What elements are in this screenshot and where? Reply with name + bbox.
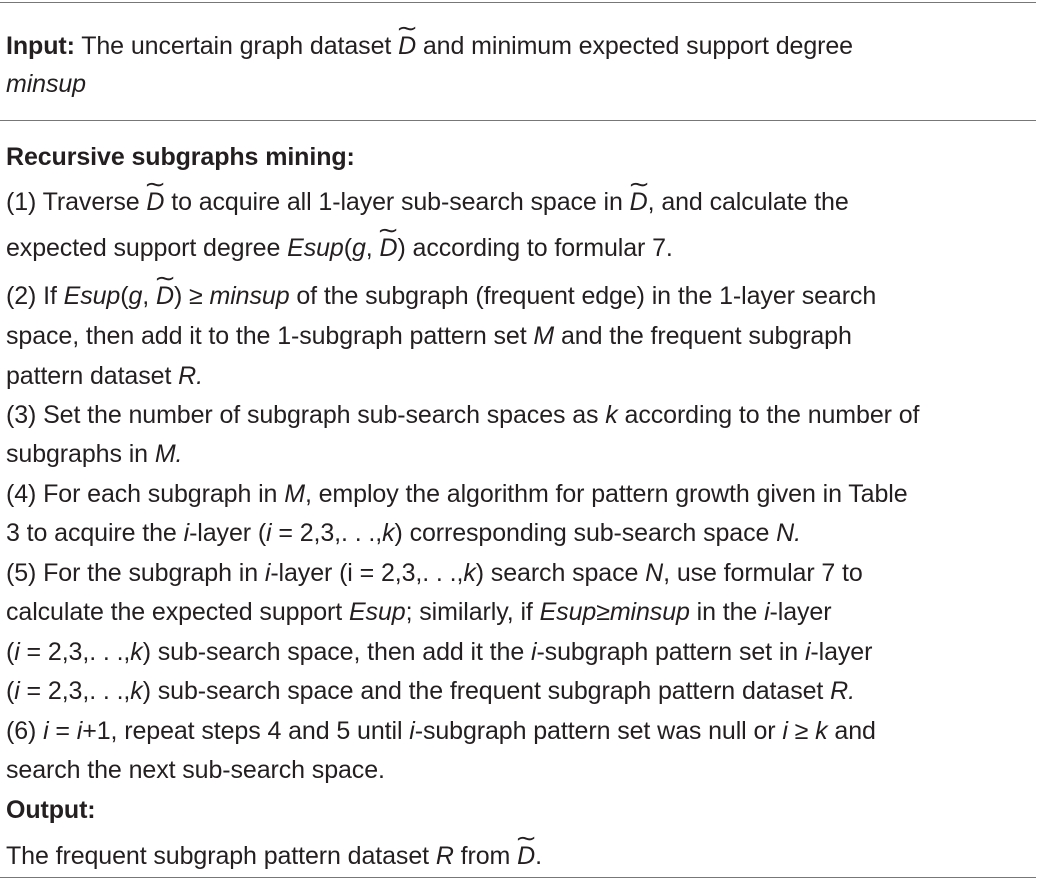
text-fragment: i	[764, 598, 770, 626]
step-line	[6, 403, 919, 428]
step-line	[6, 364, 203, 389]
text-fragment: i	[782, 717, 788, 745]
step-line	[6, 190, 849, 215]
text-fragment: according to the number of	[617, 401, 920, 429]
text-fragment: Esup	[287, 234, 344, 262]
text-fragment: M	[284, 480, 305, 508]
text-fragment: -layer (	[189, 519, 267, 547]
text-fragment: of the subgraph (frequent edge) in the 1-layer search	[289, 282, 877, 310]
text-fragment: , and calculate the	[647, 188, 849, 216]
input-label: Input:	[6, 32, 75, 60]
text-fragment: =	[48, 717, 77, 745]
step-line	[6, 236, 673, 261]
text-fragment: Esup	[348, 598, 406, 626]
text-fragment: k	[130, 677, 143, 705]
text-fragment: i	[264, 559, 271, 587]
text-fragment: (1) Traverse	[6, 188, 147, 216]
text-fragment: i	[266, 519, 272, 547]
mining-heading-text: Recursive subgraphs mining:	[6, 143, 355, 171]
step-line	[6, 679, 855, 704]
text-fragment: -subgraph pattern set was null or	[414, 717, 783, 745]
text-fragment: , use formular 7 to	[663, 559, 863, 587]
text-fragment: and the frequent subgraph	[554, 322, 852, 350]
text-fragment: ≥	[787, 717, 816, 745]
text-fragment: (6)	[6, 717, 44, 745]
output-label: Output:	[6, 796, 96, 824]
dataset-symbol: ∼ D	[398, 34, 416, 59]
text-fragment: = 2,3,. . .,	[19, 677, 131, 705]
text-fragment: minsup	[609, 598, 690, 626]
text-fragment: k	[382, 519, 395, 547]
text-fragment: i	[14, 638, 20, 666]
text-fragment: (3) Set the number of subgraph sub-search spaces as	[6, 401, 606, 429]
dataset-symbol: ∼ D	[156, 284, 174, 309]
mining-heading	[6, 145, 355, 170]
text-fragment: expected support degree	[6, 234, 288, 262]
dataset-symbol: ∼ D	[517, 844, 535, 869]
text-fragment: 3 to acquire the	[6, 519, 184, 547]
text-fragment: ) search space	[475, 559, 646, 587]
output-heading	[6, 798, 96, 823]
step-line	[6, 482, 908, 507]
text-fragment: -layer (i = 2,3,. . .,	[270, 559, 464, 587]
text-fragment: g	[128, 282, 143, 310]
text-fragment: ,	[365, 234, 380, 262]
text-fragment: (4) For each subgraph in	[6, 480, 285, 508]
text-fragment: .	[535, 842, 542, 870]
dataset-symbol: ∼ D	[379, 236, 397, 261]
text-fragment: M	[533, 322, 555, 350]
step-line	[6, 719, 876, 744]
text-fragment: k	[463, 559, 476, 587]
text-fragment: R.	[830, 677, 855, 705]
text-fragment: k	[605, 401, 618, 429]
text-fragment: R	[435, 842, 454, 870]
text-fragment: (	[343, 234, 352, 262]
text-fragment: g	[351, 234, 366, 262]
text-fragment: i	[43, 717, 49, 745]
text-fragment: Esup	[539, 598, 597, 626]
text-fragment: = 2,3,. . .,	[271, 519, 383, 547]
text-fragment: = 2,3,. . .,	[19, 638, 131, 666]
step-line	[6, 324, 852, 349]
text-fragment: ) according to formular 7.	[397, 234, 673, 262]
text-fragment: k	[815, 717, 828, 745]
step-line	[6, 284, 876, 309]
text-fragment: i	[183, 519, 190, 547]
text-fragment: ) corresponding sub-search space	[394, 519, 777, 547]
text-fragment: (2) If	[6, 282, 64, 310]
input-param	[6, 72, 86, 97]
separator-rule	[0, 120, 1036, 121]
input-text: and minimum expected support degree	[416, 32, 853, 60]
text-fragment: -subgraph pattern set in	[536, 638, 805, 666]
text-fragment: N.	[776, 519, 801, 547]
text-fragment: (5) For the subgraph in	[6, 559, 265, 587]
step-line	[6, 640, 872, 665]
text-fragment: k	[130, 638, 143, 666]
text-fragment: ) sub-search space, then add it the	[142, 638, 531, 666]
text-fragment: (	[6, 677, 15, 705]
input-text: The uncertain graph dataset	[74, 32, 399, 60]
text-fragment: i	[530, 638, 537, 666]
text-fragment: ≥	[189, 282, 203, 310]
text-fragment: and	[827, 717, 876, 745]
text-fragment: R.	[178, 362, 203, 390]
dataset-symbol: ∼ D	[630, 190, 648, 215]
text-fragment: minsup	[202, 282, 290, 310]
step-line	[6, 561, 863, 586]
bottom-rule	[0, 877, 1036, 878]
text-fragment: (	[120, 282, 129, 310]
step-line	[6, 442, 182, 467]
text-fragment: from	[453, 842, 518, 870]
step-line	[6, 600, 831, 625]
text-fragment: ,	[142, 282, 156, 310]
text-fragment: search the next sub-search space.	[6, 756, 385, 784]
text-fragment: +1, repeat steps 4 and 5 until	[82, 717, 410, 745]
step-line	[6, 758, 385, 783]
text-fragment: i	[804, 638, 811, 666]
text-fragment: ≥	[596, 598, 610, 626]
text-fragment: -layer	[810, 638, 873, 666]
text-fragment: i	[14, 677, 20, 705]
minsup-param: minsup	[6, 70, 86, 98]
text-fragment: N	[645, 559, 664, 587]
text-fragment: )	[173, 282, 190, 310]
text-fragment: M.	[154, 440, 183, 468]
text-fragment: -layer	[769, 598, 832, 626]
text-fragment: to acquire all 1-layer sub-search space in	[164, 188, 630, 216]
text-fragment: Esup	[63, 282, 121, 310]
text-fragment: space, then add it to the 1-subgraph pattern set	[6, 322, 534, 350]
text-fragment: ; similarly, if	[405, 598, 540, 626]
text-fragment: , employ the algorithm for pattern growth given in Table	[304, 480, 908, 508]
text-fragment: pattern dataset	[6, 362, 179, 390]
text-fragment: The frequent subgraph pattern dataset	[6, 842, 436, 870]
text-fragment: calculate the expected support	[6, 598, 349, 626]
output-line	[6, 844, 542, 869]
text-fragment: ) sub-search space and the frequent subgraph pattern dataset	[142, 677, 831, 705]
input-line	[6, 34, 853, 59]
step-line	[6, 521, 801, 546]
text-fragment: i	[76, 717, 83, 745]
text-fragment: in the	[689, 598, 765, 626]
top-rule	[0, 2, 1036, 3]
dataset-symbol: ∼ D	[146, 190, 164, 215]
text-fragment: (	[6, 638, 15, 666]
text-fragment: subgraphs in	[6, 440, 155, 468]
text-fragment: i	[409, 717, 415, 745]
